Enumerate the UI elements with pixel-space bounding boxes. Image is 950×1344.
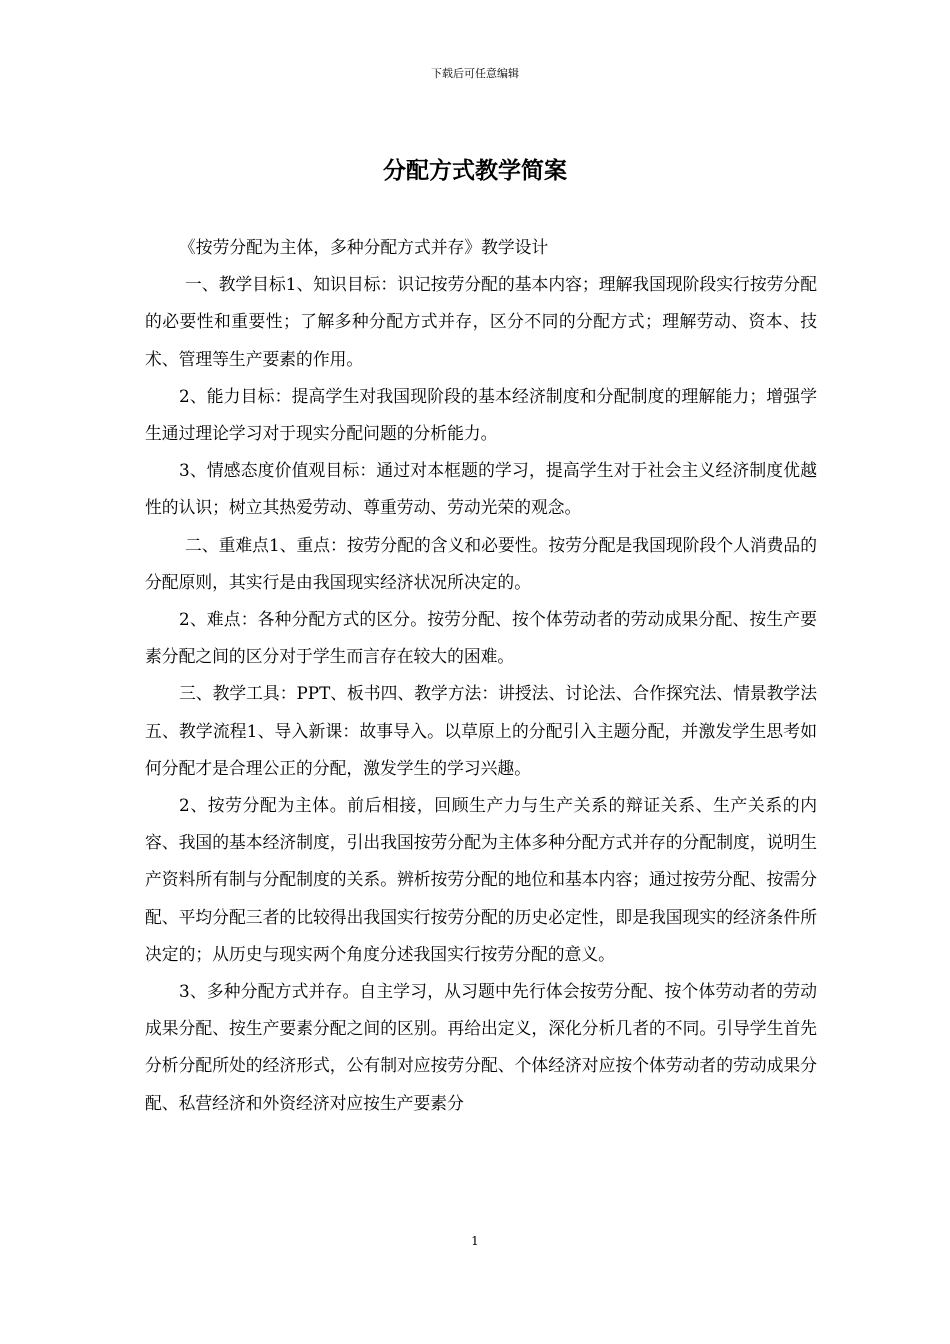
- paragraph-ability-goals: 2、能力目标：提高学生对我国现阶段的基本经济制度和分配制度的理解能力；增强学生通过理论学习对于现实分配问题的分析能力。: [145, 385, 817, 444]
- document-title: 分配方式教学简案: [383, 157, 567, 184]
- document-body: [145, 229, 817, 1122]
- paragraph-design-title: 《按劳分配为主体，多种分配方式并存》教学设计: [179, 237, 549, 257]
- paragraph-difficult-points: 2、难点：各种分配方式的区分。按劳分配、按个体劳动者的劳动成果分配、按生产要素分配之间的区分对于学生而言存在较大的困难。: [145, 609, 817, 667]
- page-number: 1: [471, 1234, 479, 1248]
- paragraph-key-points: 二、重难点1、重点：按劳分配的含义和必要性。按劳分配是我国现阶段个人消费品的分配原则，其实行是由我国现实经济状况所决定的。: [145, 534, 817, 592]
- paragraph-attitude-goals: 3、情感态度价值观目标：通过对本框题的学习，提高学生对于社会主义经济制度优越性的认识；树立其热爱劳动、尊重劳动、劳动光荣的观念。: [145, 460, 817, 518]
- paragraph-distribution-by-labor: 2、按劳分配为主体。前后相接，回顾生产力与生产关系的辩证关系、生产关系的内容、我国的基本经济制度，引出我国按劳分配为主体多种分配方式并存的分配制度，说明生产资料所有制与分配制度的关系。辨析按劳分配的地位和基本内容；通过按劳分配、按需分配、平均分配三者的比较得出我国实行按劳分配的历史必定性，即是我国现实的经济条件所决定的；从历史与现实两个角度分述我国实行按劳分配的意义。: [145, 795, 817, 964]
- paragraph-tools-methods-flow: 三、教学工具：PPT、板书四、教学方法：讲授法、讨论法、合作探究法、情景教学法五、教学流程1、导入新课：故事导入。以草原上的分配引入主题分配，并激发学生思考如何分配才是合理公正的分配，激发学生的学习兴趣。: [145, 683, 817, 778]
- paragraph-teaching-goals: 一、教学目标1、知识目标：识记按劳分配的基本内容；理解我国现阶段实行按劳分配的必要性和重要性；了解多种分配方式并存，区分不同的分配方式；理解劳动、资本、技术、管理等生产要素的作用。: [145, 274, 817, 369]
- header-note: 下载后可任意编辑: [431, 67, 519, 80]
- paragraph-multiple-distribution: 3、多种分配方式并存。自主学习，从习题中先行体会按劳分配、按个体劳动者的劳动成果分配、按生产要素分配之间的区别。再给出定义，深化分析几者的不同。引导学生首先分析分配所处的经济形式，公有制对应按劳分配、个体经济对应按个体劳动者的劳动成果分配、私营经济和外资经济对应按生产要素分: [145, 981, 817, 1113]
